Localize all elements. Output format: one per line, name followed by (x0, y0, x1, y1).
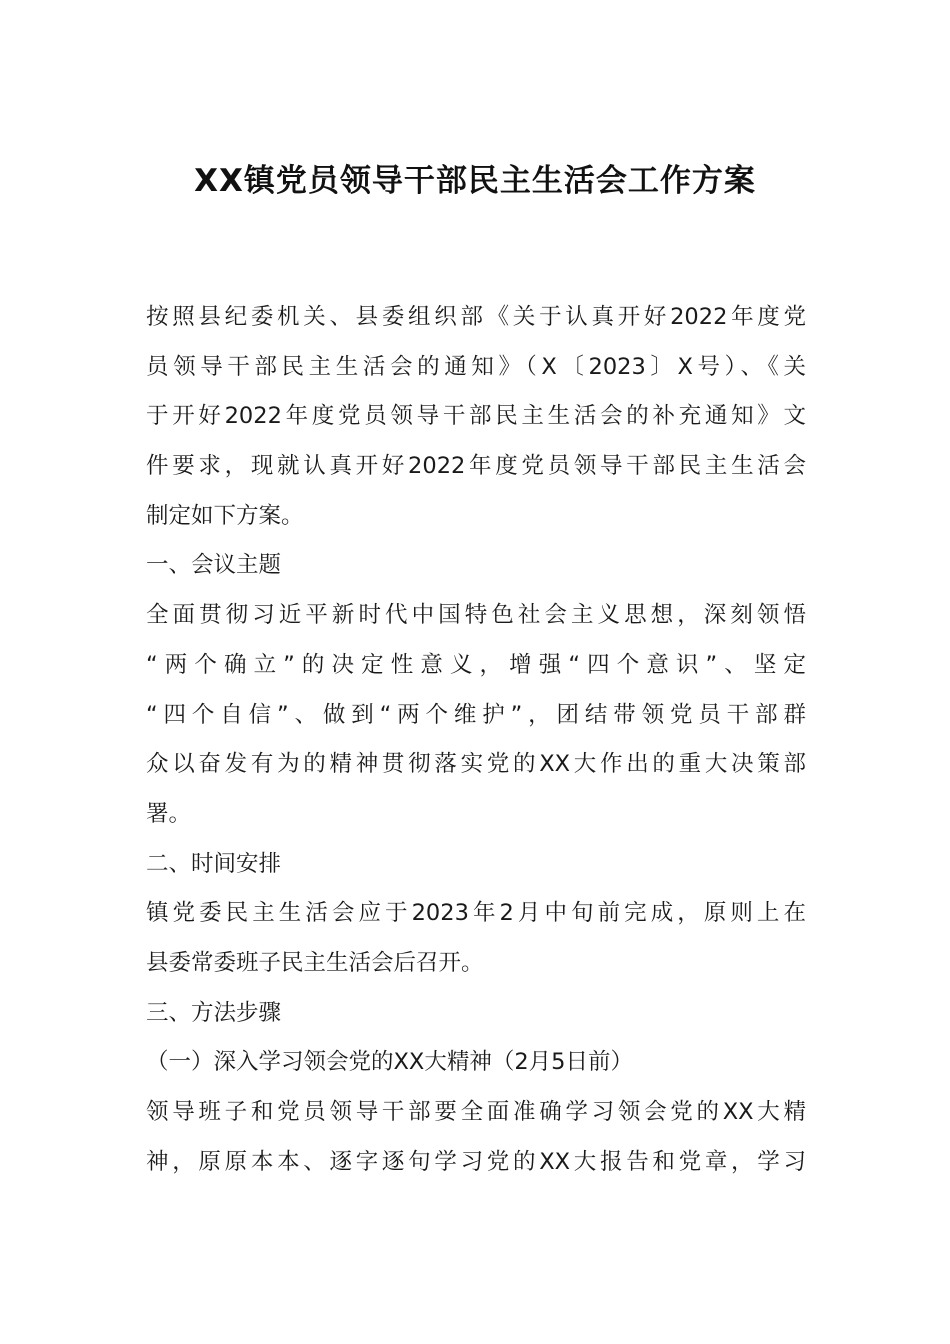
subsection-heading: （一）深入学习领会党的XX大精神（2月5日前） (146, 1049, 633, 1076)
paragraph-line: 按照县纪委机关、县委组织部《关于认真开好2022年度党 (146, 304, 806, 330)
paragraph-line: 领导班子和党员领导干部要全面准确学习领会党的XX大精 (146, 1099, 806, 1125)
paragraph-line: 员领导干部民主生活会的通知》（X〔2023〕X号）、《关 (146, 353, 806, 380)
paragraph-line: 众以奋发有为的精神贯彻落实党的XX大作出的重大决策部 (146, 751, 806, 778)
paragraph-line: 于开好2022年度党员领导干部民主生活会的补充通知》文 (146, 403, 806, 430)
paragraph-line: 署。 (146, 800, 192, 827)
paragraph-line: 县委常委班子民主生活会后召开。 (146, 949, 484, 976)
section-heading: 三、方法步骤 (146, 999, 282, 1026)
paragraph-line: “两个确立”的决定性意义，增强“四个意识”、坚定 (146, 651, 806, 678)
paragraph-line: 镇党委民主生活会应于2023年2月中旬前完成，原则上在 (146, 900, 806, 927)
section-heading: 二、时间安排 (146, 850, 282, 877)
paragraph-line: “四个自信”、做到“两个维护”，团结带领党员干部群 (146, 701, 806, 728)
paragraph-line: 件要求，现就认真开好2022年度党员领导干部民主生活会 (146, 453, 806, 480)
section-heading: 一、会议主题 (146, 552, 282, 579)
paragraph-line: 神，原原本本、逐字逐句学习党的XX大报告和党章，学习 (146, 1148, 806, 1175)
document-title: XX镇党员领导干部民主生活会工作方案 (194, 163, 756, 199)
paragraph-line: 全面贯彻习近平新时代中国特色社会主义思想，深刻领悟 (146, 602, 806, 629)
document-body (146, 293, 806, 1187)
paragraph-line: 制定如下方案。 (146, 502, 304, 529)
